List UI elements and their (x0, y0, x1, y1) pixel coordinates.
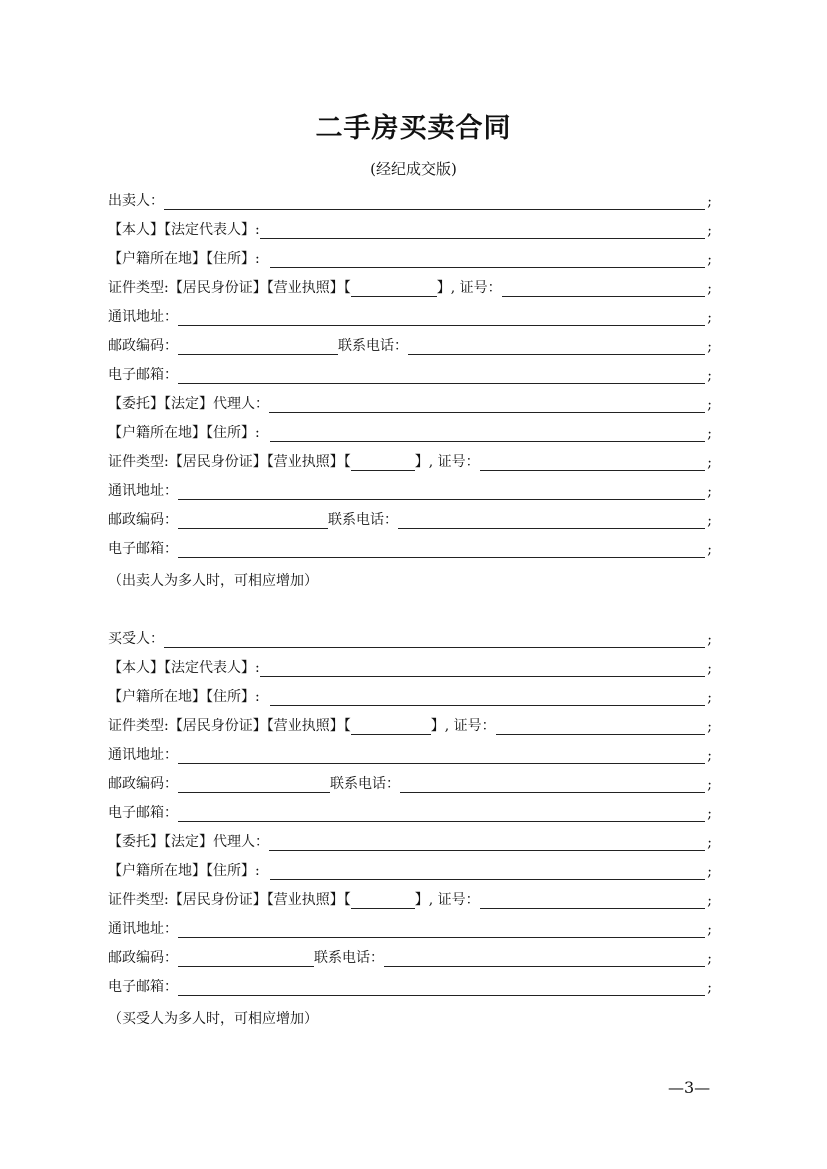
seller-agent-id-number-field[interactable] (480, 454, 706, 471)
semicolon: ; (707, 484, 712, 500)
seller-name-label: 出卖人： (108, 193, 164, 209)
contract-subtitle: (经纪成交版) (370, 160, 457, 178)
buyer-email-label: 电子邮箱： (108, 805, 178, 821)
seller-representative-row (108, 217, 712, 239)
buyer-agent-id-row (108, 887, 712, 909)
seller-id-row (108, 275, 712, 297)
seller-agent-residence-field[interactable] (270, 425, 706, 442)
semicolon: ; (707, 426, 712, 442)
seller-email-label: 电子邮箱： (108, 367, 178, 383)
buyer-agent-id-type-other-field[interactable] (351, 892, 415, 909)
seller-id-number-label: 】, 证号： (436, 280, 502, 296)
seller-agent-id-type-other-field[interactable] (351, 454, 415, 471)
seller-id-type-label: 证件类型:【居民身份证】【营业执照】【 (108, 280, 351, 296)
buyer-address-label: 通讯地址： (108, 747, 178, 763)
seller-residence-row (108, 246, 712, 268)
seller-email-row (108, 362, 712, 384)
buyer-agent-postcode-phone-row (108, 945, 712, 967)
semicolon: ; (707, 864, 712, 880)
buyer-agent-postcode-label: 邮政编码： (108, 950, 178, 966)
buyer-email-field[interactable] (178, 805, 705, 822)
buyer-agent-id-number-label: 】, 证号： (414, 892, 480, 908)
buyer-agent-email-field[interactable] (178, 979, 705, 996)
buyer-id-type-label: 证件类型:【居民身份证】【营业执照】【 (108, 718, 351, 734)
buyer-postcode-field[interactable] (178, 776, 330, 793)
seller-agent-email-row (108, 536, 712, 558)
semicolon: ; (707, 252, 712, 268)
buyer-address-field[interactable] (178, 747, 705, 764)
buyer-id-type-other-field[interactable] (351, 718, 431, 735)
buyer-agent-address-row (108, 916, 712, 938)
buyer-name-row (108, 626, 712, 648)
semicolon: ; (707, 632, 712, 648)
semicolon: ; (707, 194, 712, 210)
semicolon: ; (707, 777, 712, 793)
seller-representative-label: 【本人】【法定代表人】: (108, 222, 260, 238)
buyer-residence-row (108, 684, 712, 706)
seller-postcode-label: 邮政编码： (108, 338, 178, 354)
page-number: —3— (668, 1078, 711, 1097)
semicolon: ; (707, 951, 712, 967)
buyer-representative-label: 【本人】【法定代表人】: (108, 660, 260, 676)
buyer-agent-residence-row (108, 858, 712, 880)
seller-agent-phone-field[interactable] (398, 512, 705, 529)
seller-agent-address-field[interactable] (178, 483, 705, 500)
semicolon: ; (707, 893, 712, 909)
buyer-agent-email-label: 电子邮箱： (108, 979, 178, 995)
seller-postcode-phone-row (108, 333, 712, 355)
seller-phone-label: 联系电话： (338, 338, 408, 354)
seller-agent-label: 【委托】【法定】代理人： (108, 396, 269, 412)
buyer-agent-residence-label: 【户籍所在地】【住所】: (108, 863, 260, 879)
buyer-residence-label: 【户籍所在地】【住所】: (108, 689, 260, 705)
buyer-id-number-label: 】, 证号： (430, 718, 496, 734)
seller-agent-phone-label: 联系电话： (328, 512, 398, 528)
semicolon: ; (707, 455, 712, 471)
buyer-representative-field[interactable] (260, 660, 706, 677)
seller-representative-field[interactable] (260, 222, 706, 239)
buyer-id-row (108, 713, 712, 735)
seller-agent-row (108, 391, 712, 413)
semicolon: ; (707, 339, 712, 355)
semicolon: ; (707, 690, 712, 706)
semicolon: ; (707, 806, 712, 822)
semicolon: ; (707, 661, 712, 677)
buyer-agent-address-field[interactable] (178, 921, 705, 938)
buyer-agent-id-type-label: 证件类型:【居民身份证】【营业执照】【 (108, 892, 351, 908)
semicolon: ; (707, 835, 712, 851)
buyer-email-row (108, 800, 712, 822)
seller-note: （出卖人为多人时，可相应增加） (108, 573, 318, 589)
seller-agent-postcode-field[interactable] (178, 512, 328, 529)
seller-residence-label: 【户籍所在地】【住所】: (108, 251, 260, 267)
buyer-agent-phone-field[interactable] (384, 950, 705, 967)
semicolon: ; (707, 223, 712, 239)
seller-agent-address-label: 通讯地址： (108, 483, 178, 499)
buyer-agent-row (108, 829, 712, 851)
seller-agent-email-label: 电子邮箱： (108, 541, 178, 557)
seller-agent-postcode-phone-row (108, 507, 712, 529)
seller-id-type-other-field[interactable] (351, 280, 437, 297)
seller-address-label: 通讯地址： (108, 309, 178, 325)
buyer-postcode-label: 邮政编码： (108, 776, 178, 792)
seller-agent-residence-row (108, 420, 712, 442)
buyer-name-label: 买受人： (108, 631, 164, 647)
buyer-agent-id-number-field[interactable] (480, 892, 706, 909)
seller-address-row (108, 304, 712, 326)
buyer-agent-email-row (108, 974, 712, 996)
semicolon: ; (707, 980, 712, 996)
seller-agent-address-row (108, 478, 712, 500)
seller-agent-residence-label: 【户籍所在地】【住所】: (108, 425, 260, 441)
semicolon: ; (707, 922, 712, 938)
seller-name-row (108, 188, 712, 210)
semicolon: ; (707, 542, 712, 558)
buyer-postcode-phone-row (108, 771, 712, 793)
buyer-note: （买受人为多人时，可相应增加） (108, 1011, 318, 1027)
seller-agent-email-field[interactable] (178, 541, 705, 558)
buyer-name-field[interactable] (164, 631, 705, 648)
seller-agent-id-number-label: 】, 证号： (414, 454, 480, 470)
buyer-agent-address-label: 通讯地址： (108, 921, 178, 937)
seller-agent-field[interactable] (269, 396, 705, 413)
contract-title: 二手房买卖合同 (315, 113, 512, 144)
seller-agent-id-row (108, 449, 712, 471)
semicolon: ; (707, 719, 712, 735)
seller-postcode-field[interactable] (178, 338, 338, 355)
semicolon: ; (707, 513, 712, 529)
buyer-residence-field[interactable] (270, 689, 706, 706)
seller-email-field[interactable] (178, 367, 705, 384)
seller-address-field[interactable] (178, 309, 705, 326)
buyer-phone-field[interactable] (400, 776, 705, 793)
buyer-agent-phone-label: 联系电话： (314, 950, 384, 966)
seller-id-number-field[interactable] (502, 280, 706, 297)
semicolon: ; (707, 310, 712, 326)
seller-phone-field[interactable] (408, 338, 705, 355)
buyer-agent-postcode-field[interactable] (178, 950, 314, 967)
semicolon: ; (707, 368, 712, 384)
seller-residence-field[interactable] (270, 251, 706, 268)
seller-name-field[interactable] (164, 193, 705, 210)
buyer-agent-field[interactable] (269, 834, 705, 851)
semicolon: ; (707, 281, 712, 297)
buyer-id-number-field[interactable] (496, 718, 706, 735)
buyer-address-row (108, 742, 712, 764)
seller-agent-id-type-label: 证件类型:【居民身份证】【营业执照】【 (108, 454, 351, 470)
buyer-agent-residence-field[interactable] (270, 863, 706, 880)
buyer-representative-row (108, 655, 712, 677)
semicolon: ; (707, 397, 712, 413)
buyer-agent-label: 【委托】【法定】代理人： (108, 834, 269, 850)
seller-agent-postcode-label: 邮政编码： (108, 512, 178, 528)
buyer-phone-label: 联系电话： (330, 776, 400, 792)
semicolon: ; (707, 748, 712, 764)
